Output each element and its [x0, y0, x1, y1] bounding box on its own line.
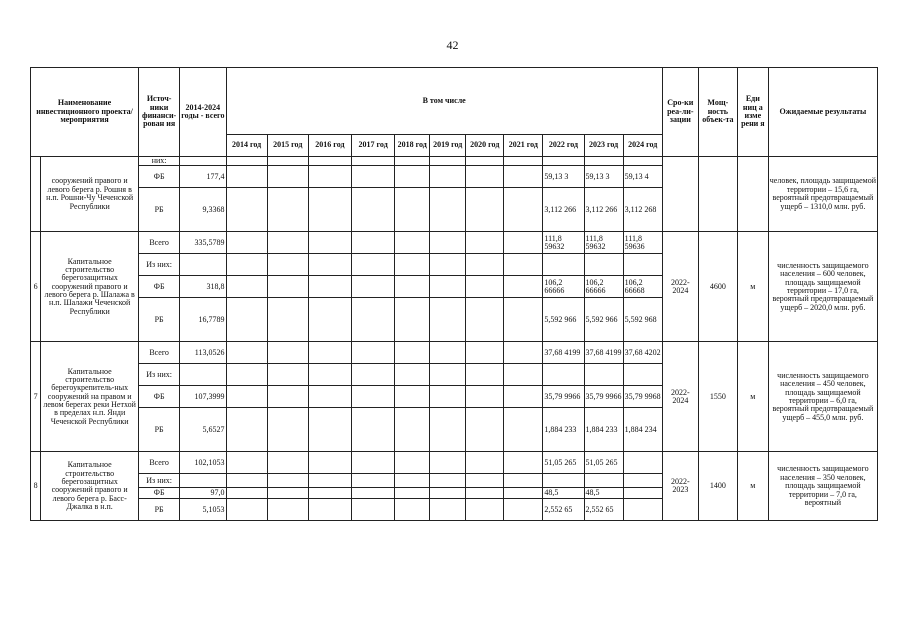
year-cell-empty [352, 298, 395, 342]
year-cell-empty [395, 452, 430, 474]
year-cell-empty [466, 499, 504, 521]
fin-2023: 2,552 65 [584, 499, 623, 521]
fin-2022: 48,5 [543, 488, 584, 499]
year-cell-empty [504, 276, 543, 298]
header-name: Наименование инвестиционного проекта/мероприятия [31, 68, 139, 157]
year-cell-empty [430, 276, 466, 298]
fin-source: РБ [139, 298, 180, 342]
year-cell-empty [430, 452, 466, 474]
year-cell-empty [267, 232, 308, 254]
project-result: человек, площадь защищаемой территории – 15,6 га, вероятный предотвращаемый ущерб – 1310,0 млн. руб. [768, 157, 877, 232]
header-unit: Еди ниц а изме рени я [737, 68, 768, 157]
year-cell-empty [466, 342, 504, 364]
header-terms: Сро-ки реа-ли-зации [662, 68, 698, 157]
year-cell-empty [395, 488, 430, 499]
year-cell-empty [395, 188, 430, 232]
fin-total: 97,0 [180, 488, 226, 499]
year-cell-empty [267, 386, 308, 408]
fin-source: них: [139, 157, 180, 166]
year-cell-empty [395, 276, 430, 298]
year-cell-empty [466, 474, 504, 488]
year-cell-empty [466, 452, 504, 474]
fin-source: ФБ [139, 488, 180, 499]
fin-total: 335,5789 [180, 232, 226, 254]
fin-source: Всего [139, 452, 180, 474]
year-2018: 2018 год [395, 135, 430, 157]
fin-total: 9,3368 [180, 188, 226, 232]
year-cell-empty [430, 157, 466, 166]
fin-2024 [623, 474, 662, 488]
year-cell-empty [352, 499, 395, 521]
fin-2022: 51,05 265 [543, 452, 584, 474]
year-cell-empty [504, 364, 543, 386]
year-cell-empty [395, 166, 430, 188]
year-cell-empty [466, 254, 504, 276]
project-term: 2022-2024 [662, 342, 698, 452]
fin-2023 [584, 254, 623, 276]
year-cell-empty [504, 474, 543, 488]
year-cell-empty [267, 488, 308, 499]
year-cell-empty [226, 232, 267, 254]
year-cell-empty [226, 452, 267, 474]
fin-2022 [543, 474, 584, 488]
year-2020: 2020 год [466, 135, 504, 157]
project-capacity: 1550 [698, 342, 737, 452]
year-cell-empty [352, 408, 395, 452]
year-cell-empty [308, 298, 351, 342]
header-total: 2014-2024 годы - всего [180, 68, 226, 157]
fin-2022: 3,112 266 [543, 188, 584, 232]
page-number: 42 [446, 38, 459, 52]
year-cell-empty [226, 157, 267, 166]
year-cell-empty [226, 488, 267, 499]
year-2021: 2021 год [504, 135, 543, 157]
fin-2023: 48,5 [584, 488, 623, 499]
fin-2022: 37,68 4199 [543, 342, 584, 364]
year-cell-empty [466, 232, 504, 254]
year-cell-empty [395, 364, 430, 386]
year-cell-empty [308, 232, 351, 254]
year-cell-empty [308, 166, 351, 188]
year-cell-empty [308, 188, 351, 232]
fin-2023: 3,112 266 [584, 188, 623, 232]
project-result: численность защищаемого населения – 450 человек, площадь защищаемой территории – 6,0 га, вероятный предотвращаемый ущерб – 455,0 млн. руб. [768, 342, 877, 452]
year-cell-empty [308, 474, 351, 488]
fin-2024: 3,112 268 [623, 188, 662, 232]
year-cell-empty [352, 232, 395, 254]
year-cell-empty [352, 364, 395, 386]
fin-source: ФБ [139, 166, 180, 188]
year-cell-empty [430, 298, 466, 342]
fin-2022: 1,884 233 [543, 408, 584, 452]
year-cell-empty [352, 488, 395, 499]
year-cell-empty [504, 232, 543, 254]
project-term [662, 157, 698, 232]
fin-2022: 106,2 66666 [543, 276, 584, 298]
year-cell-empty [504, 157, 543, 166]
fin-source: РБ [139, 499, 180, 521]
year-2019: 2019 год [430, 135, 466, 157]
year-cell-empty [430, 474, 466, 488]
fin-total [180, 157, 226, 166]
project-capacity: 4600 [698, 232, 737, 342]
year-cell-empty [226, 166, 267, 188]
project-name: сооружений правого и левого берега р. Рошня в н.п. Рошни-Чу Чеченской Республики [41, 157, 139, 232]
fin-2024 [623, 488, 662, 499]
year-cell-empty [466, 276, 504, 298]
table-row [31, 342, 878, 364]
fin-source: Из них: [139, 254, 180, 276]
fin-total: 318,8 [180, 276, 226, 298]
year-cell-empty [267, 254, 308, 276]
year-cell-empty [308, 488, 351, 499]
year-cell-empty [308, 499, 351, 521]
fin-2024 [623, 254, 662, 276]
year-cell-empty [504, 254, 543, 276]
header-source: Источ-ники финанси-рован ия [139, 68, 180, 157]
year-2022: 2022 год [543, 135, 584, 157]
header-results: Ожидаемые результаты [768, 68, 877, 157]
fin-2024: 5,592 968 [623, 298, 662, 342]
fin-source: Всего [139, 232, 180, 254]
year-cell-empty [226, 276, 267, 298]
year-2016: 2016 год [308, 135, 351, 157]
fin-2024 [623, 364, 662, 386]
year-cell-empty [308, 276, 351, 298]
year-cell-empty [308, 254, 351, 276]
year-cell-empty [430, 488, 466, 499]
project-capacity: 1400 [698, 452, 737, 521]
year-cell-empty [466, 386, 504, 408]
fin-total: 102,1053 [180, 452, 226, 474]
fin-2023 [584, 157, 623, 166]
year-cell-empty [395, 298, 430, 342]
fin-2022: 2,552 65 [543, 499, 584, 521]
year-cell-empty [267, 342, 308, 364]
project-name: Капитальное строительство берегозащитных сооружений правого и левого берега р. Шалажа в н.п. Шалажи Чеченской Республики [41, 232, 139, 342]
year-cell-empty [308, 408, 351, 452]
year-cell-empty [466, 364, 504, 386]
fin-2022 [543, 157, 584, 166]
year-cell-empty [308, 364, 351, 386]
year-cell-empty [466, 157, 504, 166]
year-cell-empty [504, 452, 543, 474]
fin-2022 [543, 364, 584, 386]
year-cell-empty [395, 499, 430, 521]
project-number: 6 [31, 232, 41, 342]
year-cell-empty [430, 232, 466, 254]
fin-2023: 106,2 66666 [584, 276, 623, 298]
year-cell-empty [226, 342, 267, 364]
fin-2024: 106,2 66668 [623, 276, 662, 298]
year-cell-empty [352, 342, 395, 364]
year-cell-empty [504, 408, 543, 452]
year-cell-empty [504, 298, 543, 342]
fin-2023 [584, 474, 623, 488]
year-cell-empty [267, 452, 308, 474]
project-term: 2022-2024 [662, 232, 698, 342]
fin-2024: 37,68 4202 [623, 342, 662, 364]
fin-total: 5,6527 [180, 408, 226, 452]
year-cell-empty [504, 166, 543, 188]
project-name: Капитальное строительство берегозащитных сооружений правого и левого берега р. Басс-Джалка в н.п. [41, 452, 139, 521]
year-cell-empty [226, 474, 267, 488]
fin-2022: 59,13 3 [543, 166, 584, 188]
year-cell-empty [504, 342, 543, 364]
fin-source: РБ [139, 408, 180, 452]
project-number: 7 [31, 342, 41, 452]
year-cell-empty [395, 157, 430, 166]
fin-total [180, 254, 226, 276]
year-2024: 2024 год [623, 135, 662, 157]
fin-2024 [623, 499, 662, 521]
project-result: численность защищаемого населения – 600 человек, площадь защищаемой территории – 17,0 га, вероятный предотвращаемый ущерб – 2020,0 млн. руб. [768, 232, 877, 342]
fin-total [180, 474, 226, 488]
project-unit [737, 157, 768, 232]
fin-source: РБ [139, 188, 180, 232]
fin-2024: 111,8 59636 [623, 232, 662, 254]
year-cell-empty [267, 499, 308, 521]
fin-2024: 1,884 234 [623, 408, 662, 452]
year-cell-empty [352, 276, 395, 298]
project-name: Капитальное строительство берегоукрепитель-ных сооружений на правом и левом берегах реки Нетхой в пределах н.п. Янди Чеченской Республики [41, 342, 139, 452]
fin-total [180, 364, 226, 386]
fin-source: Из них: [139, 364, 180, 386]
fin-total: 107,3999 [180, 386, 226, 408]
project-unit: м [737, 452, 768, 521]
year-cell-empty [395, 386, 430, 408]
year-cell-empty [352, 157, 395, 166]
fin-2023: 59,13 3 [584, 166, 623, 188]
year-cell-empty [226, 386, 267, 408]
year-cell-empty [267, 157, 308, 166]
year-cell-empty [466, 298, 504, 342]
year-cell-empty [226, 254, 267, 276]
year-2015: 2015 год [267, 135, 308, 157]
year-2014: 2014 год [226, 135, 267, 157]
year-2017: 2017 год [352, 135, 395, 157]
year-cell-empty [352, 474, 395, 488]
project-number: 8 [31, 452, 41, 521]
year-cell-empty [430, 408, 466, 452]
year-cell-empty [430, 386, 466, 408]
header-capacity: Мощ-ность объек-та [698, 68, 737, 157]
investment-table [30, 67, 878, 521]
project-capacity [698, 157, 737, 232]
year-cell-empty [352, 386, 395, 408]
year-cell-empty [395, 254, 430, 276]
fin-2022: 111,8 59632 [543, 232, 584, 254]
year-cell-empty [308, 386, 351, 408]
fin-2022: 35,79 9966 [543, 386, 584, 408]
year-cell-empty [430, 166, 466, 188]
fin-total: 177,4 [180, 166, 226, 188]
year-cell-empty [504, 499, 543, 521]
fin-2023: 5,592 966 [584, 298, 623, 342]
fin-2024: 59,13 4 [623, 166, 662, 188]
fin-2023: 111,8 59632 [584, 232, 623, 254]
project-unit: м [737, 342, 768, 452]
year-cell-empty [466, 188, 504, 232]
fin-2023: 37,68 4199 [584, 342, 623, 364]
year-cell-empty [267, 364, 308, 386]
year-cell-empty [430, 364, 466, 386]
year-cell-empty [226, 188, 267, 232]
year-cell-empty [226, 364, 267, 386]
fin-source: Всего [139, 342, 180, 364]
year-cell-empty [352, 254, 395, 276]
year-cell-empty [267, 276, 308, 298]
table-row [31, 232, 878, 254]
fin-total: 5,1053 [180, 499, 226, 521]
fin-2023: 35,79 9966 [584, 386, 623, 408]
year-cell-empty [267, 298, 308, 342]
year-cell-empty [430, 254, 466, 276]
year-cell-empty [504, 488, 543, 499]
fin-total: 113,0526 [180, 342, 226, 364]
project-term: 2022-2023 [662, 452, 698, 521]
year-cell-empty [430, 188, 466, 232]
fin-2023 [584, 364, 623, 386]
fin-2022: 5,592 966 [543, 298, 584, 342]
table-row [31, 157, 878, 166]
year-cell-empty [267, 408, 308, 452]
year-cell-empty [267, 166, 308, 188]
year-cell-empty [308, 342, 351, 364]
year-cell-empty [352, 166, 395, 188]
year-cell-empty [395, 408, 430, 452]
fin-2023: 51,05 265 [584, 452, 623, 474]
fin-2022 [543, 254, 584, 276]
fin-total: 16,7789 [180, 298, 226, 342]
fin-2024 [623, 157, 662, 166]
year-cell-empty [226, 499, 267, 521]
year-cell-empty [308, 157, 351, 166]
fin-source: Из них: [139, 474, 180, 488]
project-number [31, 157, 41, 232]
year-cell-empty [504, 386, 543, 408]
year-cell-empty [352, 188, 395, 232]
year-2023: 2023 год [584, 135, 623, 157]
year-cell-empty [430, 499, 466, 521]
project-result: численность защищаемого населения – 350 человек, площадь защищаемой территории – 7,0 га, вероятный [768, 452, 877, 521]
year-cell-empty [466, 488, 504, 499]
year-cell-empty [395, 474, 430, 488]
year-cell-empty [226, 408, 267, 452]
fin-source: ФБ [139, 386, 180, 408]
year-cell-empty [226, 298, 267, 342]
fin-2024 [623, 452, 662, 474]
table-row [31, 452, 878, 474]
fin-2023: 1,884 233 [584, 408, 623, 452]
project-unit: м [737, 232, 768, 342]
year-cell-empty [430, 342, 466, 364]
year-cell-empty [466, 166, 504, 188]
year-cell-empty [504, 188, 543, 232]
year-cell-empty [395, 342, 430, 364]
fin-2024: 35,79 9968 [623, 386, 662, 408]
year-cell-empty [308, 452, 351, 474]
header-including: В том числе [226, 68, 662, 135]
year-cell-empty [395, 232, 430, 254]
year-cell-empty [466, 408, 504, 452]
year-cell-empty [352, 452, 395, 474]
fin-source: ФБ [139, 276, 180, 298]
year-cell-empty [267, 474, 308, 488]
year-cell-empty [267, 188, 308, 232]
